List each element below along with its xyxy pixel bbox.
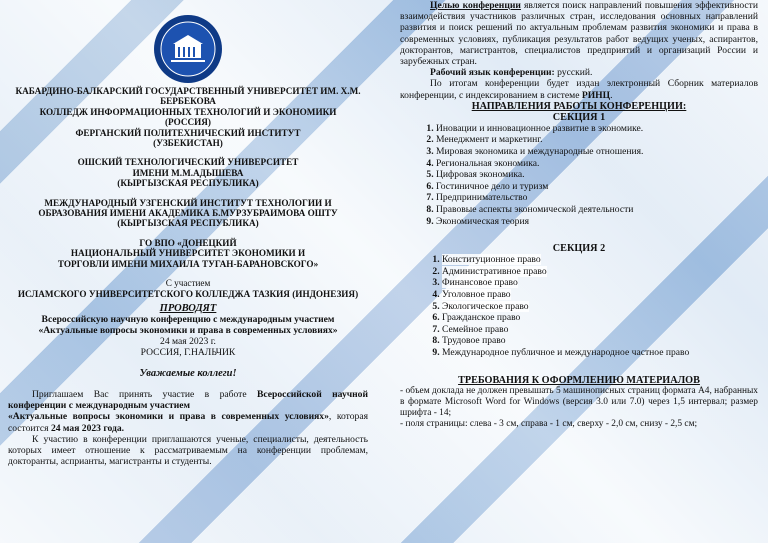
org-line: ГО ВПО «ДОНЕЦКИЙ xyxy=(139,237,237,248)
list-item: 5. Цифровая экономика. xyxy=(436,169,758,181)
hosts-heading: ПРОВОДЯТ xyxy=(159,302,217,314)
list-item: 9. Экономическая теория xyxy=(436,216,758,228)
conference-place: РОССИЯ, Г.НАЛЬЧИК xyxy=(140,346,236,358)
list-item: 8. Правовые аспекты экономической деятельности xyxy=(436,204,758,216)
list-item: 4. Региональная экономика. xyxy=(436,158,758,170)
list-item: 9. Международное публичное и международное частное право xyxy=(442,347,758,359)
org-line: ФЕРГАНСКИЙ ПОЛИТЕХНИЧЕСКИЙ ИНСТИТУТ xyxy=(75,127,301,138)
right-column xyxy=(384,0,768,543)
org-block-1 xyxy=(8,86,368,148)
org-line: ТОРГОВЛИ ИМЕНИ МИХАИЛА ТУГАН-БАРАНОВСКОГО» xyxy=(57,258,319,269)
list-item: 5. Экологическое право xyxy=(442,301,758,313)
section2-list xyxy=(400,254,758,358)
list-item: 3. Финансовое право xyxy=(442,277,758,289)
language-paragraph: Рабочий язык конференции: русский. xyxy=(430,67,593,79)
university-emblem-icon xyxy=(153,14,223,84)
requirement-item: - поля страницы: слева - 3 см, справа - 1 см, сверху - 2,0 см, снизу - 2,5 см; xyxy=(400,418,698,429)
org-line: (КЫРГЫЗСКАЯ РЕСПУБЛИКА) xyxy=(117,218,259,229)
org-block-4 xyxy=(8,238,368,269)
org-line: НАЦИОНАЛЬНЫЙ УНИВЕРСИТЕТ ЭКОНОМИКИ И xyxy=(70,248,306,259)
goal-paragraph: Целью конференции является поиск направлений повышения эффективности взаимодействия участников различных стран, исследования основных направлений развития и поиск решений по актуальным проблемам развития экономики и права в современных условиях, публикация результатов работ ведущих ученых, аспирантов, докторантов, магистрантов, специалистов предприятий и организаций России и зарубежных стран. xyxy=(400,0,758,68)
org-line: МЕЖДУНАРОДНЫЙ УЗГЕНСКИЙ ИНСТИТУТ ТЕХНОЛОГИИ И xyxy=(44,197,332,208)
org-block-2 xyxy=(8,157,368,188)
list-item: 1. Конституционное право xyxy=(442,254,758,266)
section1-title: СЕКЦИЯ 1 xyxy=(552,111,606,123)
org-line: КОЛЛЕДЖ ИНФОРМАЦИОННЫХ ТЕХНОЛОГИЙ И ЭКОНОМИКИ xyxy=(39,106,337,117)
org-line: БЕРБЕКОВА xyxy=(160,96,216,107)
conference-title-line2: «Актуальные вопросы экономики и права в современных условиях» xyxy=(38,324,338,336)
participation-label: С участием xyxy=(165,278,211,289)
list-item: 4. Уголовное право xyxy=(442,289,758,301)
directions-title: НАПРАВЛЕНИЯ РАБОТЫ КОНФЕРЕНЦИИ: xyxy=(471,100,687,112)
invitation-paragraph: Приглашаем Вас принять участие в работе Всероссийской научной конференции с международным участием «Актуальные вопросы экономики и права в современных условиях», которая состоится 24 мая 2023 года. xyxy=(8,388,369,434)
list-item: 2. Административное право xyxy=(442,266,758,278)
requirements-title: ТРЕБОВАНИЯ К ОФОРМЛЕНИЮ МАТЕРИАЛОВ xyxy=(458,374,700,386)
participant-name: ИСЛАМСКОГО УНИВЕРСИТЕТСКОГО КОЛЛЕДЖА ТАЗКИЯ (ИНДОНЕЗИЯ) xyxy=(17,288,359,299)
list-item: 2. Менеджмент и маркетинг. xyxy=(436,134,758,146)
list-item: 7. Семейное право xyxy=(442,324,758,336)
org-line: ОШСКИЙ ТЕХНОЛОГИЧЕСКИЙ УНИВЕРСИТЕТ xyxy=(77,157,299,168)
org-line: (УЗБЕКИСТАН) xyxy=(153,138,223,149)
org-block-3 xyxy=(8,198,368,229)
publication-paragraph: По итогам конференции будет издан электронный Сборник материалов конференции, с индексированием в системе РИНЦ. xyxy=(400,78,758,101)
list-item: 3. Мировая экономика и международные отношения. xyxy=(436,146,758,158)
conference-title-line1: Всероссийскую научную конференцию с международным участием xyxy=(41,313,335,325)
requirement-item: - объем доклада не должен превышать 5 машинописных страниц формата А4, набранных в формате Microsoft Word for Windows (версия 3.0 или 7.0) через 1,5 интервал; размер шрифта - 14; xyxy=(400,385,758,418)
participants-paragraph: К участию в конференции приглашаются ученые, специалисты, деятельность которых имеет отношение к рассматриваемым на конференции проблемам, докторанты, асприанты, магистранты и студенты. xyxy=(8,433,368,468)
list-item: 6. Гражданское право xyxy=(442,312,758,324)
greeting: Уважаемые коллеги! xyxy=(139,367,237,379)
org-line: ИМЕНИ М.М.АДЫШЕВА xyxy=(132,167,244,178)
org-line: ОБРАЗОВАНИЯ ИМЕНИ АКАДЕМИКА Б.МУРЗУБРАИМОВА ОШТУ xyxy=(38,208,338,219)
list-item: 6. Гостиничное дело и туризм xyxy=(436,181,758,193)
left-column xyxy=(0,0,376,543)
conference-date: 24 мая 2023 г. xyxy=(160,335,216,347)
org-line: (РОССИЯ) xyxy=(165,117,211,128)
org-line: КАБАРДИНО-БАЛКАРСКИЙ ГОСУДАРСТВЕННЫЙ УНИВЕРСИТЕТ ИМ. Х.М. xyxy=(15,86,361,96)
org-line: (КЫРГЫЗСКАЯ РЕСПУБЛИКА) xyxy=(117,178,259,189)
list-item: 1. Иновации и инновационное развитие в экономике. xyxy=(436,123,758,135)
section2-title: СЕКЦИЯ 2 xyxy=(552,243,606,255)
list-item: 8. Трудовое право xyxy=(442,335,758,347)
list-item: 7. Предпринимательство xyxy=(436,192,758,204)
section1-list xyxy=(400,123,758,227)
